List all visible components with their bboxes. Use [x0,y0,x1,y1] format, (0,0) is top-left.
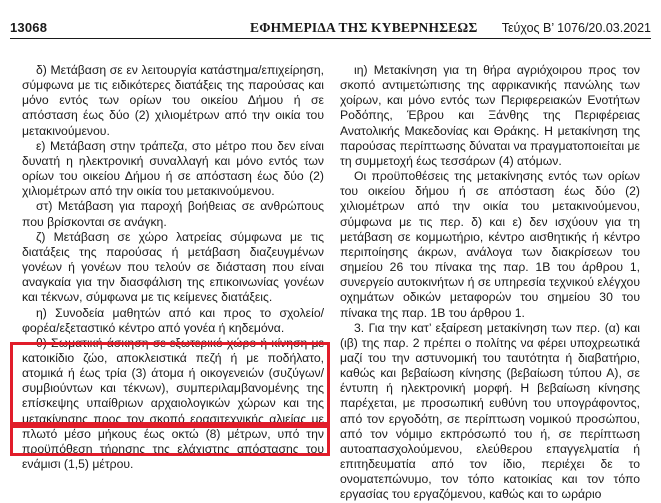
page-number: 13068 [10,20,48,35]
journal-title: ΕΦΗΜΕΡΙΔΑ ΤΗΣ ΚΥΒΕΡΝΗΣΕΩΣ [250,20,478,35]
paragraph-st: στ) Μετάβαση για παροχή βοήθειας σε ανθρώπους που βρίσκονται σε ανάγκη. [22,199,324,229]
issue-number: Τεύχος Β’ 1076/20.03.2021 [501,21,651,35]
left-column [22,63,324,472]
paragraph-d: δ) Μετάβαση σε εν λειτουργία κατάστημα/επιχείρηση, σύμφωνα με τις ειδικότερες διατάξεις της παρούσας και μόνο εντός των ορίων του οικείου Δήμου ή σε απόσταση έως δύο (2) χιλιομέτρων από την οικία του μετακινούμενου. [22,63,324,138]
paragraph-ih: ιη) Μετακίνηση για τη θήρα αγριόχοιρου προς τον σκοπό αντιμετώπισης της αφρικανικής πανώλης των χοίρων, και μόνο εντός των Περιφερειακών Ενοτήτων Ροδόπης, Έβρου και Ξάνθης της Περιφέρειας Ανατολικής Μακεδονίας και Θράκης. Η μετακίνηση της παρούσας περίπτωσης δύναται να πραγματοποιείται με τη συμμετοχή έως τεσσάρων (4) ατόμων. [340,63,640,168]
paragraph-z: ζ) Μετάβαση σε χώρο λατρείας σύμφωνα με τις διατάξεις της παρούσας ή μετάβαση διαζευγμένων γονέων ή γονέων που τελούν σε διάσταση που είναι αναγκαία για την διασφάλιση της επικοινωνίας γονέων και τέκνων, σύμφωνα με τις κείμενες διατάξεις. [22,229,324,305]
header-rule [10,38,651,39]
paragraph-3: 3. Για την κατ’ εξαίρεση μετακίνηση των περ. (α) και (ιβ) της παρ. 2 πρέπει ο πολίτης να φέρει υποχρεωτικά μαζί του την αστυνομική του ταυτότητα ή διαβατήριο, καθώς και βεβαίωση κίνησης (βεβαίωση τύπου Α), σε έντυπη ή ηλεκτρονική μορφή. Η βεβαίωση κίνησης παρέχεται, με προσωπική ευθύνη του υπογράφοντος, από τον εργοδότη, σε περίπτωση νομικού προσώπου, από τον νόμιμο εκπρόσωπό του ή, σε περίπτωση αυτοαπασχολούμενου, ελεύθερου επαγγελματία ή επιτηδευματία από τον ίδιο, περιέχει δε το ονοματεπώνυμο, τον τόπο κατοικίας και τον τόπο εργασίας του εργαζόμενου, καθώς και το ωράριο [340,320,640,502]
paragraph-conditions: Οι προϋποθέσεις της μετακίνησης εντός των ορίων του οικείου δήμου ή σε απόσταση έως δύο (2) χιλιομέτρων από την οικία του μετακινούμενου, σύμφωνα με τις περ. δ) και ε) δεν ισχύουν για τη μετάβαση σε κομμωτήριο, κέντρο αισθητικής ή κέντρο περιποίησης άκρων, ανάλογα των διακρίσεων του σημείου 26 του πίνακα της παρ. 1Β του άρθρου 1, συνεργείο αυτοκινήτων ή σε υπηρεσία τεχνικού ελέγχου οχημάτων οδικών μεταφορών του σημείου 30 του πίνακα της παρ. 1Β του άρθρου 1. [340,169,640,320]
paragraph-e: ε) Μετάβαση στην τράπεζα, στο μέτρο που δεν είναι δυνατή η ηλεκτρονική συναλλαγή και μόνο εντός των ορίων του οικείου Δήμου ή σε απόσταση έως δύο (2) χιλιομέτρων από την οικία του μετακινούμενου. [22,138,324,199]
right-column [340,63,640,503]
paragraph-i: η) Συνοδεία μαθητών από και προς το σχολείο/φορέα/εξεταστικό κέντρο από γονέα ή κηδεμόνα. [22,305,324,335]
page-header [0,0,661,40]
paragraph-th: θ) Σωματική άσκηση σε εξωτερικό χώρο ή κίνηση με κατοικίδιο ζώο, αποκλειστικά πεζή ή με ποδήλατο, ατομικά ή έως τρία (3) άτομα ή οικογενειών (συζύγων/συμβιούντων και τέκνων), συμπεριλαμβανομένης της επίσκεψης υπαίθριων αρχαιολογικών χώρων και της μετακίνησης προς τον σκοπό ερασιτεχνικής αλιείας με πλωτό μέσο μήκους έως οκτώ (8) μέτρων, υπό την προϋπόθεση τήρησης της ελάχιστης απόστασης του ενάμισι (1,5) μέτρου. [22,335,324,472]
